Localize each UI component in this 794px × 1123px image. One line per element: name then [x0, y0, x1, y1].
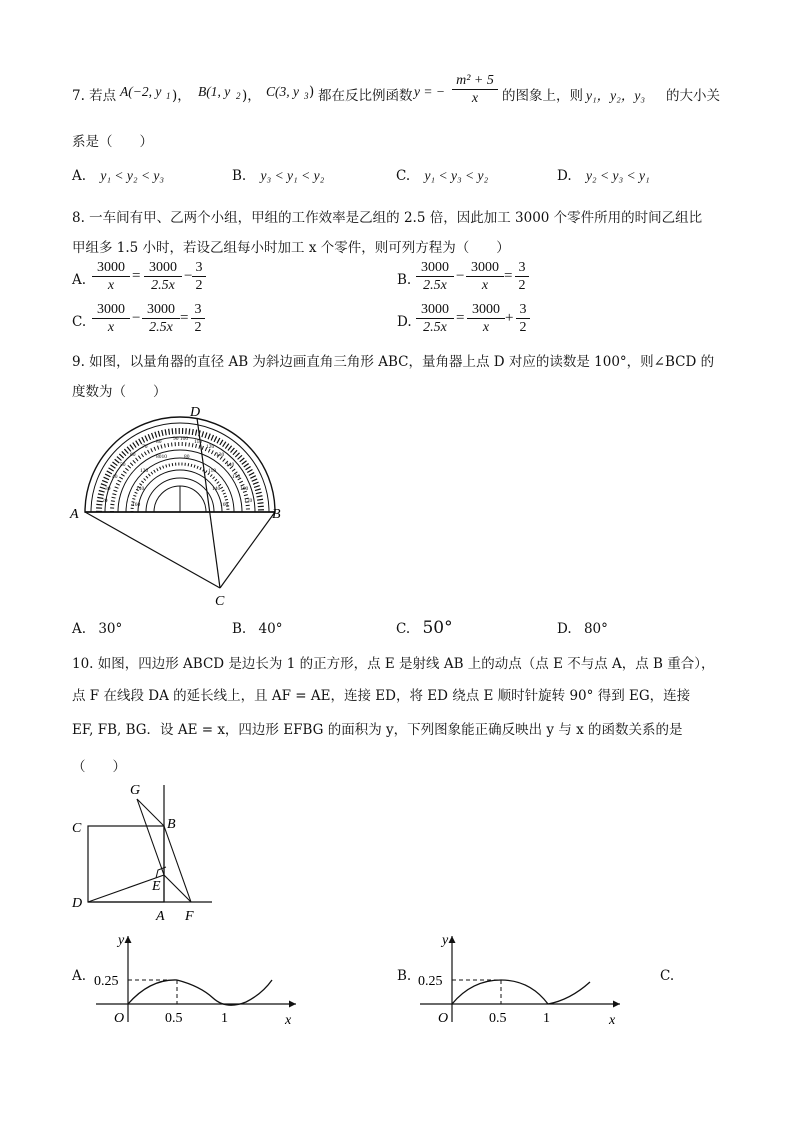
- segment-ef: [164, 875, 191, 902]
- q9-point-c: C: [215, 594, 225, 609]
- q8-b-frac1: $\frac{3000}{2.5x}$: [416, 259, 454, 294]
- q7-point-c: C(3, y: [266, 84, 299, 99]
- q7-option-c[interactable]: [396, 168, 488, 184]
- svg-text:130: 130: [216, 452, 225, 458]
- q10-point-f: F: [185, 909, 194, 924]
- q9-option-c[interactable]: [396, 618, 453, 638]
- svg-text:140: 140: [226, 462, 235, 468]
- q8-b-minus: −: [456, 268, 465, 284]
- q8-option-d-label[interactable]: D.: [397, 314, 412, 330]
- q7-prefix: 7. 若点: [72, 88, 117, 104]
- line-ac: [85, 512, 220, 588]
- q9-protractor-figure: [60, 400, 300, 612]
- q7-option-a-label: A.: [72, 168, 87, 184]
- q8-a-frac1: $\frac{3000}{x}$: [92, 259, 130, 294]
- q7-line2: 系是（ ）: [72, 134, 153, 150]
- q7-option-b-label: B.: [232, 168, 247, 184]
- q8-d-frac2: $\frac{3000}{x}$: [467, 301, 505, 336]
- q8-d-eq: =: [456, 310, 465, 326]
- q8-a-frac3: $\frac{3}{2}$: [192, 259, 206, 294]
- graph-a-x-tick-2: 1: [221, 1011, 228, 1026]
- q10-graph-b-label[interactable]: B.: [397, 968, 412, 984]
- q7-func-den: x: [471, 91, 479, 106]
- svg-text:80: 80: [156, 439, 162, 445]
- q8-d-plus: +: [505, 310, 514, 326]
- svg-text:140: 140: [212, 486, 221, 492]
- q10-line4: （ ）: [72, 759, 126, 775]
- svg-text:160: 160: [220, 502, 229, 508]
- q10-point-a: A: [156, 909, 165, 924]
- q8-option-c-label[interactable]: C.: [72, 314, 87, 330]
- graph-b-curve-2: [548, 982, 590, 1004]
- q7-option-b-text: y₃ < y₁ < y₂: [260, 168, 325, 183]
- graph-b-x-tick-1: 0.5: [489, 1011, 507, 1026]
- q9-point-b: B: [272, 507, 281, 522]
- q10-graph-c-label[interactable]: C.: [660, 968, 675, 984]
- q8-c-frac3: $\frac{3}{2}$: [191, 301, 205, 336]
- q7-option-a[interactable]: [72, 168, 164, 184]
- q9-line1: 9. 如图，以量角器的直径 AB 为斜边画直角三角形 ABC，量角器上点 D 对应的读数是 100°，则∠BCD 的: [72, 354, 715, 370]
- q9-option-d[interactable]: [557, 621, 608, 637]
- q8-line2: 甲组多 1.5 小时，若设乙组每小时加工 x 个零件，则可列方程为（ ）: [72, 240, 510, 256]
- svg-text:170: 170: [244, 498, 253, 504]
- graph-b-x-label: x: [609, 1013, 616, 1028]
- svg-text:140: 140: [136, 486, 145, 492]
- q9-line2: 度数为（ ）: [72, 384, 167, 400]
- q8-b-eq: =: [504, 268, 513, 284]
- q9-point-a: A: [70, 507, 79, 522]
- q7-option-d[interactable]: [557, 168, 650, 184]
- q7-option-c-label: C.: [396, 168, 411, 184]
- graph-a-curve-1: [128, 980, 177, 1004]
- svg-text:8010: 8010: [156, 454, 167, 460]
- graph-b-y-tick: 0.25: [418, 974, 443, 989]
- svg-text:30: 30: [105, 486, 111, 492]
- q8-b-frac2: $\frac{3000}{x}$: [466, 259, 504, 294]
- q7-func-left: y = −: [414, 84, 445, 99]
- q8-option-a-label[interactable]: A.: [72, 272, 87, 288]
- segment-ge: [137, 799, 164, 875]
- graph-a-y-label: y: [118, 933, 125, 948]
- q10-line2: 点 F 在线段 DA 的延长线上，且 AF = AE，连接 ED，将 ED 绕点 E 顺时针旋转 90° 得到 EG，连接: [72, 688, 691, 704]
- svg-text:150: 150: [232, 474, 241, 480]
- svg-text:120: 120: [140, 468, 149, 474]
- svg-text:70: 70: [142, 444, 148, 450]
- q9-option-b-text: 40°: [258, 621, 283, 637]
- q7-option-c-text: y₁ < y₃ < y₂: [424, 168, 489, 183]
- q7-mid: 都在反比例函数: [318, 88, 413, 104]
- q10-square-figure: [60, 775, 230, 925]
- q7-point-a: A(−2, y: [120, 84, 162, 99]
- q9-option-d-label: D.: [557, 621, 572, 637]
- q9-option-c-label: C.: [396, 621, 411, 637]
- q7-option-d-label: D.: [557, 168, 572, 184]
- q9-option-a[interactable]: [72, 621, 122, 637]
- q8-c-eq: =: [180, 310, 189, 326]
- svg-text:50: 50: [120, 462, 126, 468]
- graph-a-x-label: x: [285, 1013, 292, 1028]
- svg-text:160: 160: [240, 486, 249, 492]
- q7-point-b-sub: 2: [236, 91, 241, 101]
- q9-option-b[interactable]: [232, 621, 282, 637]
- q8-d-frac3: $\frac{3}{2}$: [516, 301, 530, 336]
- q10-point-g: G: [130, 783, 141, 798]
- q10-point-c: C: [72, 821, 82, 836]
- q9-point-d: D: [190, 405, 201, 420]
- graph-b-curve-1: [452, 980, 548, 1004]
- q7-option-d-text: y₂ < y₃ < y₁: [585, 168, 650, 183]
- q10-point-d: D: [72, 896, 83, 911]
- q8-a-minus: −: [184, 268, 193, 284]
- q8-c-frac1: $\frac{3000}{x}$: [92, 301, 130, 336]
- q9-option-a-text: 30°: [98, 621, 123, 637]
- q8-a-frac2: $\frac{3000}{2.5x}$: [144, 259, 182, 294]
- graph-a-curve-2: [177, 980, 272, 1005]
- q8-d-frac1: $\frac{3000}{2.5x}$: [416, 301, 454, 336]
- svg-text:90 100: 90 100: [173, 436, 189, 442]
- svg-text:20: 20: [102, 498, 108, 504]
- q8-option-b-label[interactable]: B.: [397, 272, 412, 288]
- q8-a-eq: =: [132, 268, 141, 284]
- graph-b-origin: O: [438, 1011, 449, 1026]
- svg-text:80: 80: [184, 454, 190, 460]
- q10-line1: 10. 如图，四边形 ABCD 是边长为 1 的正方形，点 E 是射线 AB 上的动点（点 E 不与点 A，点 B 重合），: [72, 656, 715, 672]
- segment-bf: [164, 826, 191, 902]
- line-bc: [220, 512, 275, 588]
- q7-func-num: m² + 5: [452, 72, 498, 90]
- graph-a-x-tick-1: 0.5: [165, 1011, 183, 1026]
- q7-point-b: B(1, y: [198, 84, 231, 99]
- svg-text:160: 160: [132, 502, 141, 508]
- svg-text:110: 110: [194, 439, 203, 445]
- q10-graph-a: [88, 924, 304, 1028]
- q8-c-minus: −: [132, 310, 141, 326]
- q7-func-fraction: [452, 72, 498, 107]
- graph-b-x-tick-2: 1: [543, 1011, 550, 1026]
- q7-option-b[interactable]: [232, 168, 324, 184]
- q10-graph-b: [412, 924, 628, 1028]
- q10-graph-a-label[interactable]: A.: [72, 968, 87, 984]
- q9-option-b-label: B.: [232, 621, 247, 637]
- q7-point-a-sub: 1: [166, 91, 171, 101]
- svg-text:40: 40: [112, 474, 118, 480]
- svg-text:110: 110: [208, 468, 217, 474]
- q10-line3: EF, FB, BG．设 AE = x，四边形 EFBG 的面积为 y，下列图象能正确反映出 y 与 x 的函数关系的是: [72, 722, 683, 738]
- q9-option-d-text: 80°: [583, 621, 608, 637]
- q7-line1: [72, 84, 116, 104]
- svg-text:60: 60: [130, 452, 136, 458]
- q7-suffix: 的图象上，则: [502, 88, 583, 104]
- q9-option-a-label: A.: [72, 621, 87, 637]
- q7-tail: 的大小关: [666, 88, 720, 104]
- q10-point-e: E: [152, 879, 161, 894]
- q8-b-frac3: $\frac{3}{2}$: [515, 259, 529, 294]
- q9-option-c-text: 50°: [422, 618, 453, 638]
- svg-text:120: 120: [206, 444, 215, 450]
- graph-a-origin: O: [114, 1011, 125, 1026]
- q7-ys: y₁，y₂，y₃: [586, 88, 646, 103]
- q8-c-frac2: $\frac{3000}{2.5x}$: [142, 301, 180, 336]
- q7-option-a-text: y₁ < y₂ < y₃: [100, 168, 165, 183]
- q8-line1: 8. 一车间有甲、乙两个小组，甲组的工作效率是乙组的 2.5 倍，因此加工 3000 个零件所用的时间乙组比: [72, 210, 703, 226]
- segment-gb: [137, 799, 164, 826]
- graph-a-y-tick: 0.25: [94, 974, 119, 989]
- graph-b-y-label: y: [442, 933, 449, 948]
- q10-point-b: B: [167, 817, 176, 832]
- q7-point-c-sub: 3: [304, 91, 309, 101]
